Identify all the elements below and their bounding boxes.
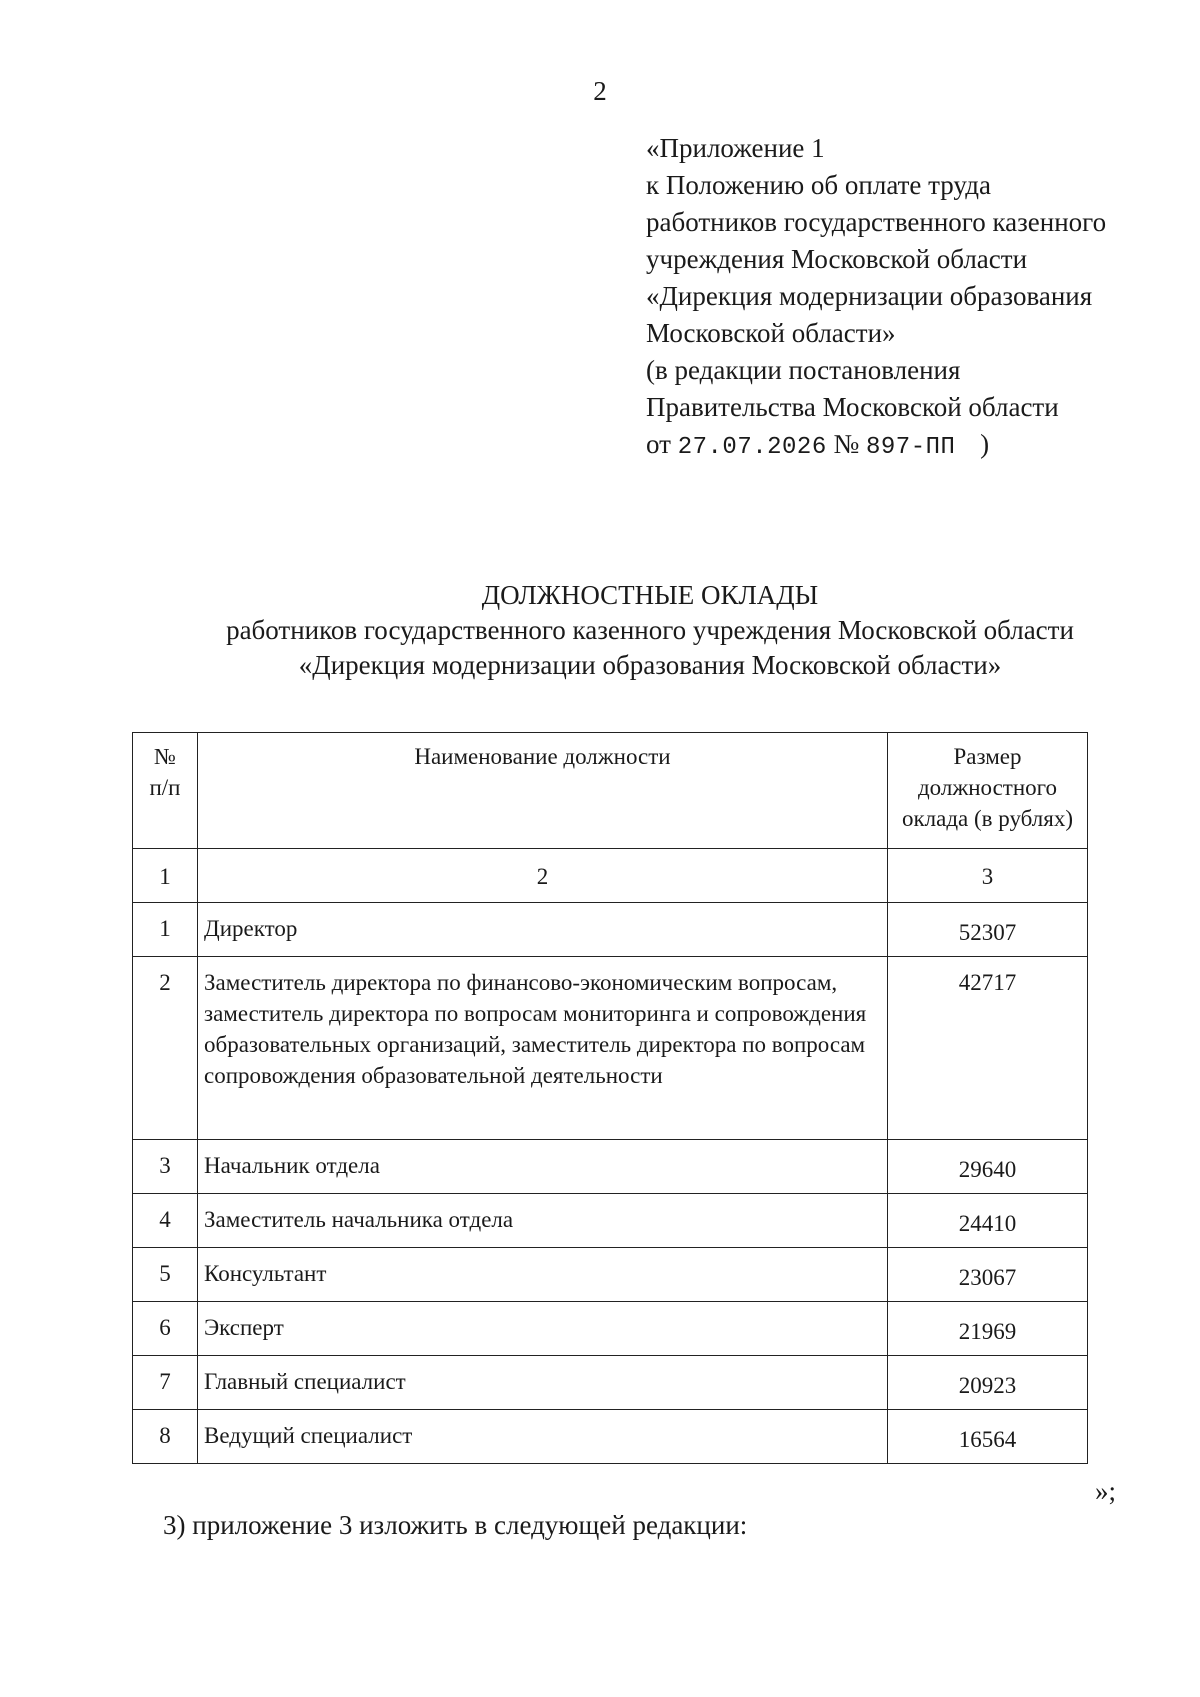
- date-prefix: от: [646, 429, 671, 459]
- column-index-cell: 1: [133, 849, 198, 903]
- row-number: 6: [133, 1302, 198, 1356]
- header-number: [133, 733, 198, 849]
- closing-quote: »;: [1095, 1476, 1117, 1506]
- row-number: 8: [133, 1410, 198, 1464]
- table-row: [133, 957, 1088, 1140]
- table-row: [133, 1140, 1088, 1194]
- salary-value: 20923: [888, 1356, 1088, 1410]
- salary-value: 23067: [888, 1248, 1088, 1302]
- column-index-cell: 2: [198, 849, 888, 903]
- header-salary-line-1: Размер: [953, 744, 1022, 769]
- salary-value: 52307: [888, 903, 1088, 957]
- position-name: Директор: [198, 903, 888, 957]
- appendix-line: «Приложение 1: [646, 133, 825, 163]
- header-number-line-1: №: [154, 744, 176, 769]
- table-row: [133, 903, 1088, 957]
- row-number: 7: [133, 1356, 198, 1410]
- header-salary-line-2: должностного: [917, 775, 1058, 800]
- appendix-line: «Дирекция модернизации образования: [646, 281, 1093, 311]
- position-name: Заместитель начальника отдела: [198, 1194, 888, 1248]
- appendix-line: к Положению об оплате труда: [646, 170, 991, 200]
- row-number: 5: [133, 1248, 198, 1302]
- appendix-line: учреждения Московской области: [646, 244, 1028, 274]
- salary-value: 16564: [888, 1410, 1088, 1464]
- appendix-line: Московской области»: [646, 318, 896, 348]
- salary-value: 24410: [888, 1194, 1088, 1248]
- salary-table: [132, 732, 1088, 1464]
- position-name: Начальник отдела: [198, 1140, 888, 1194]
- closing-paren: ): [980, 429, 990, 459]
- document-title: [0, 578, 1200, 683]
- page-number: 2: [593, 76, 607, 106]
- position-name: Заместитель директора по финансово-экономическим вопросам, заместитель директора по вопросам мониторинга и сопровождения образовательных организаций, заместитель директора по вопросам сопровождения образовательной деятельности: [198, 957, 888, 1140]
- position-name: Ведущий специалист: [198, 1410, 888, 1464]
- header-salary: [888, 733, 1088, 849]
- row-number: 1: [133, 903, 198, 957]
- title-line-2: работников государственного казенного учреждения Московской области: [226, 615, 1074, 645]
- row-number: 2: [133, 957, 198, 1140]
- resolution-date: 27.07.2026: [677, 434, 827, 461]
- appendix-date-line: [646, 426, 1166, 466]
- position-name: Эксперт: [198, 1302, 888, 1356]
- appendix-line: Правительства Московской области: [646, 392, 1059, 422]
- appendix-line: работников государственного казенного: [646, 207, 1107, 237]
- table-header-row: [133, 733, 1088, 849]
- table-row: [133, 1356, 1088, 1410]
- header-salary-line-3: оклада (в рублях): [901, 806, 1074, 831]
- table-row: [133, 1410, 1088, 1464]
- salary-value: 29640: [888, 1140, 1088, 1194]
- table-row: [133, 1194, 1088, 1248]
- header-number-line-2: п/п: [149, 775, 181, 800]
- salary-value: 21969: [888, 1302, 1088, 1356]
- resolution-number: 897-ПП: [866, 434, 956, 461]
- column-index-cell: 3: [888, 849, 1088, 903]
- row-number: 3: [133, 1140, 198, 1194]
- title-line-3: «Дирекция модернизации образования Московской области»: [298, 650, 1002, 680]
- appendix-line: (в редакции постановления: [646, 355, 961, 385]
- column-index-row: [133, 849, 1088, 903]
- appendix-header: [646, 130, 1166, 466]
- row-number: 4: [133, 1194, 198, 1248]
- position-name: Консультант: [198, 1248, 888, 1302]
- next-amendment-item: 3) приложение 3 изложить в следующей редакции:: [163, 1510, 748, 1540]
- number-sign: №: [833, 429, 860, 459]
- title-line-1: ДОЛЖНОСТНЫЕ ОКЛАДЫ: [481, 580, 819, 610]
- salary-value: 42717: [888, 957, 1088, 1140]
- table-row: [133, 1302, 1088, 1356]
- table-row: [133, 1248, 1088, 1302]
- header-position-name: Наименование должности: [198, 733, 888, 849]
- position-name: Главный специалист: [198, 1356, 888, 1410]
